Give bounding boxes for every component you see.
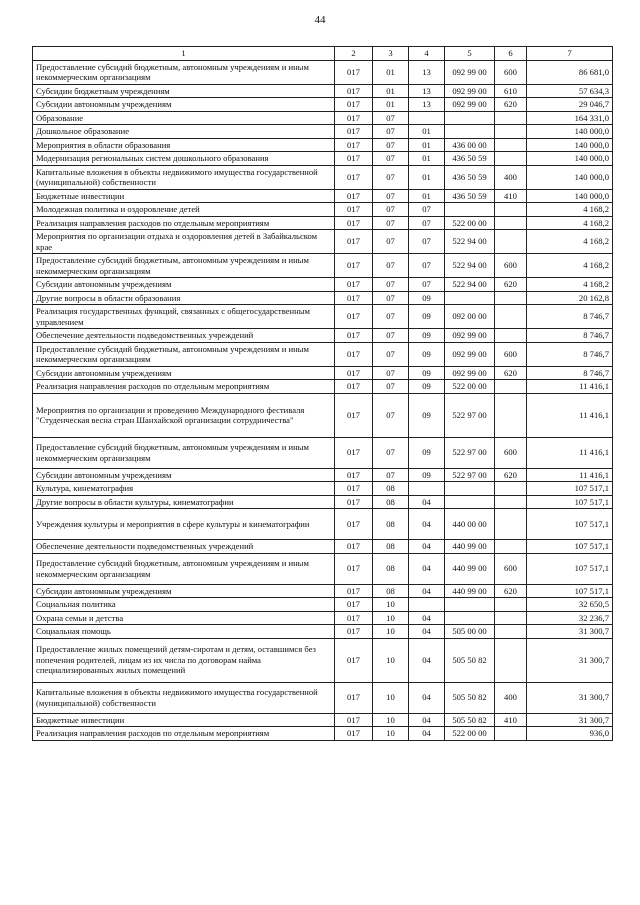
cell-subsection: 09 — [409, 305, 445, 329]
cell-amount: 32 650,5 — [527, 598, 613, 612]
table-row — [33, 111, 613, 125]
table-row — [33, 278, 613, 292]
cell-name: Реализация направления расходов по отдельным мероприятиям — [33, 380, 335, 394]
cell-section: 08 — [373, 584, 409, 598]
cell-expense-type — [495, 216, 527, 230]
cell-expense-type — [495, 291, 527, 305]
cell-target: 092 99 00 — [445, 329, 495, 343]
table-row — [33, 380, 613, 394]
cell-section: 10 — [373, 611, 409, 625]
cell-subsection: 09 — [409, 342, 445, 366]
cell-section: 07 — [373, 437, 409, 468]
cell-expense-type: 600 — [495, 254, 527, 278]
cell-amount: 31 300,7 — [527, 638, 613, 682]
table-row — [33, 165, 613, 189]
cell-subsection: 07 — [409, 216, 445, 230]
cell-target: 092 99 00 — [445, 60, 495, 84]
cell-target: 522 00 00 — [445, 727, 495, 741]
cell-subsection: 07 — [409, 203, 445, 217]
cell-amount: 57 634,3 — [527, 84, 613, 98]
table-row — [33, 509, 613, 540]
cell-amount: 140 000,0 — [527, 165, 613, 189]
table-row — [33, 291, 613, 305]
cell-subsection — [409, 111, 445, 125]
cell-subsection: 04 — [409, 682, 445, 713]
cell-expense-type — [495, 393, 527, 437]
cell-amount: 11 416,1 — [527, 437, 613, 468]
cell-expense-type — [495, 611, 527, 625]
cell-admin: 017 — [335, 189, 373, 203]
cell-target: 436 50 59 — [445, 165, 495, 189]
cell-amount: 31 300,7 — [527, 682, 613, 713]
cell-amount: 107 517,1 — [527, 540, 613, 554]
cell-target: 522 94 00 — [445, 254, 495, 278]
cell-name: Модернизация региональных систем дошкольного образования — [33, 152, 335, 166]
cell-admin: 017 — [335, 216, 373, 230]
cell-section: 07 — [373, 189, 409, 203]
table-row — [33, 230, 613, 254]
cell-admin: 017 — [335, 152, 373, 166]
cell-target: 505 50 82 — [445, 682, 495, 713]
table-row — [33, 437, 613, 468]
cell-target: 505 50 82 — [445, 638, 495, 682]
cell-amount: 107 517,1 — [527, 584, 613, 598]
cell-expense-type: 400 — [495, 165, 527, 189]
cell-section: 07 — [373, 216, 409, 230]
cell-name: Реализация направления расходов по отдельным мероприятиям — [33, 216, 335, 230]
cell-section: 01 — [373, 60, 409, 84]
cell-name: Субсидии автономным учреждениям — [33, 366, 335, 380]
cell-subsection — [409, 482, 445, 496]
cell-target: 522 97 00 — [445, 468, 495, 482]
header-col-5: 5 — [445, 47, 495, 61]
cell-subsection: 04 — [409, 509, 445, 540]
cell-name: Предоставление субсидий бюджетным, автономным учреждениям и иным некоммерческим организациям — [33, 254, 335, 278]
cell-subsection — [409, 598, 445, 612]
cell-target: 440 99 00 — [445, 584, 495, 598]
cell-amount: 107 517,1 — [527, 482, 613, 496]
cell-admin: 017 — [335, 138, 373, 152]
cell-name: Образование — [33, 111, 335, 125]
cell-name: Учреждения культуры и мероприятия в сфере культуры и кинематографии — [33, 509, 335, 540]
cell-section: 07 — [373, 254, 409, 278]
cell-admin: 017 — [335, 165, 373, 189]
cell-subsection: 13 — [409, 98, 445, 112]
cell-name: Другие вопросы в области образования — [33, 291, 335, 305]
cell-expense-type: 610 — [495, 84, 527, 98]
cell-amount: 4 168,2 — [527, 203, 613, 217]
cell-target: 092 99 00 — [445, 84, 495, 98]
table-row — [33, 216, 613, 230]
cell-subsection: 09 — [409, 329, 445, 343]
cell-admin: 017 — [335, 638, 373, 682]
cell-subsection: 07 — [409, 254, 445, 278]
cell-amount: 164 331,0 — [527, 111, 613, 125]
table-row — [33, 584, 613, 598]
cell-expense-type — [495, 482, 527, 496]
cell-amount: 11 416,1 — [527, 468, 613, 482]
cell-target: 440 99 00 — [445, 553, 495, 584]
cell-expense-type — [495, 125, 527, 139]
cell-admin: 017 — [335, 393, 373, 437]
table-row — [33, 138, 613, 152]
cell-admin: 017 — [335, 111, 373, 125]
cell-amount: 4 168,2 — [527, 254, 613, 278]
cell-name: Мероприятия в области образования — [33, 138, 335, 152]
cell-amount: 140 000,0 — [527, 189, 613, 203]
cell-target — [445, 598, 495, 612]
cell-subsection: 04 — [409, 495, 445, 509]
cell-subsection: 04 — [409, 727, 445, 741]
cell-name: Субсидии автономным учреждениям — [33, 584, 335, 598]
cell-subsection: 01 — [409, 138, 445, 152]
cell-section: 07 — [373, 138, 409, 152]
cell-admin: 017 — [335, 366, 373, 380]
cell-expense-type: 410 — [495, 713, 527, 727]
cell-expense-type — [495, 305, 527, 329]
cell-amount: 8 746,7 — [527, 342, 613, 366]
cell-section: 07 — [373, 203, 409, 217]
table-row — [33, 625, 613, 639]
cell-expense-type — [495, 203, 527, 217]
cell-admin: 017 — [335, 203, 373, 217]
cell-amount: 11 416,1 — [527, 393, 613, 437]
cell-subsection: 04 — [409, 638, 445, 682]
cell-section: 07 — [373, 111, 409, 125]
cell-admin: 017 — [335, 98, 373, 112]
cell-name: Бюджетные инвестиции — [33, 189, 335, 203]
cell-name: Молодежная политика и оздоровление детей — [33, 203, 335, 217]
cell-section: 07 — [373, 380, 409, 394]
cell-name: Предоставление субсидий бюджетным, автономным учреждениям и иным некоммерческим организациям — [33, 60, 335, 84]
cell-admin: 017 — [335, 468, 373, 482]
cell-section: 08 — [373, 482, 409, 496]
cell-subsection: 04 — [409, 540, 445, 554]
cell-admin: 017 — [335, 60, 373, 84]
cell-expense-type — [495, 230, 527, 254]
cell-amount: 29 046,7 — [527, 98, 613, 112]
cell-name: Бюджетные инвестиции — [33, 713, 335, 727]
cell-name: Предоставление субсидий бюджетным, автономным учреждениям и иным некоммерческим организациям — [33, 553, 335, 584]
table-row — [33, 598, 613, 612]
cell-amount: 107 517,1 — [527, 553, 613, 584]
cell-subsection: 09 — [409, 291, 445, 305]
cell-target — [445, 291, 495, 305]
cell-admin: 017 — [335, 495, 373, 509]
cell-admin: 017 — [335, 584, 373, 598]
cell-target: 092 99 00 — [445, 98, 495, 112]
cell-target — [445, 111, 495, 125]
header-col-2: 2 — [335, 47, 373, 61]
cell-amount: 4 168,2 — [527, 216, 613, 230]
cell-name: Субсидии автономным учреждениям — [33, 468, 335, 482]
header-col-4: 4 — [409, 47, 445, 61]
cell-target: 522 00 00 — [445, 380, 495, 394]
table-row — [33, 727, 613, 741]
cell-name: Мероприятия по организации отдыха и оздоровления детей в Забайкальском крае — [33, 230, 335, 254]
cell-admin: 017 — [335, 278, 373, 292]
table-row — [33, 305, 613, 329]
cell-target: 092 99 00 — [445, 342, 495, 366]
cell-amount: 86 681,0 — [527, 60, 613, 84]
cell-section: 07 — [373, 152, 409, 166]
cell-admin: 017 — [335, 84, 373, 98]
cell-expense-type: 620 — [495, 468, 527, 482]
cell-amount: 140 000,0 — [527, 152, 613, 166]
cell-section: 07 — [373, 329, 409, 343]
cell-name: Охрана семьи и детства — [33, 611, 335, 625]
cell-expense-type — [495, 495, 527, 509]
cell-name: Обеспечение деятельности подведомственных учреждений — [33, 540, 335, 554]
cell-subsection: 09 — [409, 380, 445, 394]
cell-target — [445, 482, 495, 496]
cell-expense-type: 620 — [495, 98, 527, 112]
cell-name: Субсидии бюджетным учреждениям — [33, 84, 335, 98]
cell-amount: 4 168,2 — [527, 230, 613, 254]
cell-expense-type: 410 — [495, 189, 527, 203]
table-row — [33, 254, 613, 278]
cell-expense-type — [495, 138, 527, 152]
cell-amount: 8 746,7 — [527, 305, 613, 329]
cell-section: 08 — [373, 540, 409, 554]
cell-subsection: 13 — [409, 84, 445, 98]
cell-subsection: 01 — [409, 165, 445, 189]
cell-expense-type: 600 — [495, 342, 527, 366]
cell-section: 07 — [373, 230, 409, 254]
table-body — [33, 60, 613, 740]
cell-subsection: 07 — [409, 278, 445, 292]
cell-subsection: 09 — [409, 366, 445, 380]
cell-name: Социальная политика — [33, 598, 335, 612]
cell-amount: 32 236,7 — [527, 611, 613, 625]
cell-amount: 8 746,7 — [527, 366, 613, 380]
table-header-row — [33, 47, 613, 61]
cell-expense-type — [495, 540, 527, 554]
cell-subsection: 04 — [409, 625, 445, 639]
cell-section: 07 — [373, 278, 409, 292]
cell-target: 436 00 00 — [445, 138, 495, 152]
cell-expense-type — [495, 111, 527, 125]
cell-admin: 017 — [335, 254, 373, 278]
cell-section: 07 — [373, 468, 409, 482]
table-row — [33, 468, 613, 482]
cell-expense-type — [495, 625, 527, 639]
cell-target — [445, 125, 495, 139]
table-row — [33, 611, 613, 625]
cell-target: 505 00 00 — [445, 625, 495, 639]
table-row — [33, 189, 613, 203]
cell-subsection: 04 — [409, 713, 445, 727]
table-row — [33, 393, 613, 437]
table-row — [33, 713, 613, 727]
cell-section: 08 — [373, 495, 409, 509]
cell-name: Капитальные вложения в объекты недвижимого имущества государственной (муниципальной) собственности — [33, 165, 335, 189]
table-row — [33, 329, 613, 343]
cell-subsection: 09 — [409, 437, 445, 468]
cell-expense-type: 600 — [495, 553, 527, 584]
table-row — [33, 482, 613, 496]
cell-expense-type: 600 — [495, 60, 527, 84]
cell-target: 505 50 82 — [445, 713, 495, 727]
cell-section: 07 — [373, 125, 409, 139]
cell-section: 10 — [373, 625, 409, 639]
cell-admin: 017 — [335, 329, 373, 343]
cell-expense-type: 620 — [495, 366, 527, 380]
cell-name: Реализация государственных функций, связанных с общегосударственным управлением — [33, 305, 335, 329]
cell-target — [445, 203, 495, 217]
cell-admin: 017 — [335, 682, 373, 713]
cell-admin: 017 — [335, 611, 373, 625]
cell-amount: 107 517,1 — [527, 509, 613, 540]
cell-subsection: 09 — [409, 468, 445, 482]
cell-expense-type: 600 — [495, 437, 527, 468]
cell-section: 10 — [373, 598, 409, 612]
cell-amount: 31 300,7 — [527, 713, 613, 727]
cell-expense-type: 620 — [495, 584, 527, 598]
cell-name: Предоставление жилых помещений детям-сиротам и детям, оставшимся без попечения родителей, лицам из их числа по договорам найма специализированных жилых помещений — [33, 638, 335, 682]
cell-section: 01 — [373, 84, 409, 98]
cell-target: 522 94 00 — [445, 278, 495, 292]
header-col-7: 7 — [527, 47, 613, 61]
header-col-3: 3 — [373, 47, 409, 61]
cell-expense-type — [495, 598, 527, 612]
cell-name: Обеспечение деятельности подведомственных учреждений — [33, 329, 335, 343]
cell-amount: 140 000,0 — [527, 125, 613, 139]
cell-section: 07 — [373, 366, 409, 380]
cell-admin: 017 — [335, 291, 373, 305]
cell-target — [445, 495, 495, 509]
cell-expense-type — [495, 152, 527, 166]
table-row — [33, 60, 613, 84]
cell-subsection: 04 — [409, 611, 445, 625]
cell-expense-type: 620 — [495, 278, 527, 292]
cell-admin: 017 — [335, 482, 373, 496]
cell-admin: 017 — [335, 305, 373, 329]
table-row — [33, 638, 613, 682]
cell-target — [445, 611, 495, 625]
cell-expense-type — [495, 509, 527, 540]
cell-section: 01 — [373, 98, 409, 112]
table-row — [33, 98, 613, 112]
cell-subsection: 13 — [409, 60, 445, 84]
table-row — [33, 495, 613, 509]
cell-section: 08 — [373, 553, 409, 584]
cell-name: Реализация направления расходов по отдельным мероприятиям — [33, 727, 335, 741]
cell-target: 092 00 00 — [445, 305, 495, 329]
cell-amount: 20 162,8 — [527, 291, 613, 305]
cell-amount: 11 416,1 — [527, 380, 613, 394]
cell-admin: 017 — [335, 230, 373, 254]
cell-expense-type — [495, 727, 527, 741]
cell-name: Капитальные вложения в объекты недвижимого имущества государственной (муниципальной) собственности — [33, 682, 335, 713]
cell-target: 436 50 59 — [445, 189, 495, 203]
cell-amount: 936,0 — [527, 727, 613, 741]
cell-name: Предоставление субсидий бюджетным, автономным учреждениям и иным некоммерческим организациям — [33, 437, 335, 468]
cell-expense-type — [495, 380, 527, 394]
cell-target: 440 00 00 — [445, 509, 495, 540]
cell-name: Мероприятия по организации и проведению Международного фестиваля "Студенческая весна стран Шанхайской организации сотрудничества" — [33, 393, 335, 437]
cell-target: 522 97 00 — [445, 393, 495, 437]
table-row — [33, 203, 613, 217]
budget-table — [32, 46, 613, 741]
table-row — [33, 553, 613, 584]
cell-name: Другие вопросы в области культуры, кинематографии — [33, 495, 335, 509]
cell-admin: 017 — [335, 342, 373, 366]
cell-admin: 017 — [335, 540, 373, 554]
cell-admin: 017 — [335, 125, 373, 139]
cell-subsection: 04 — [409, 584, 445, 598]
cell-section: 07 — [373, 393, 409, 437]
cell-target: 436 50 59 — [445, 152, 495, 166]
cell-name: Предоставление субсидий бюджетным, автономным учреждениям и иным некоммерческим организациям — [33, 342, 335, 366]
table-row — [33, 342, 613, 366]
cell-target: 522 00 00 — [445, 216, 495, 230]
cell-admin: 017 — [335, 598, 373, 612]
cell-target: 522 94 00 — [445, 230, 495, 254]
cell-subsection: 07 — [409, 230, 445, 254]
cell-expense-type: 400 — [495, 682, 527, 713]
cell-name: Дошкольное образование — [33, 125, 335, 139]
cell-section: 10 — [373, 727, 409, 741]
header-col-1: 1 — [33, 47, 335, 61]
cell-admin: 017 — [335, 625, 373, 639]
cell-name: Социальная помощь — [33, 625, 335, 639]
cell-subsection: 09 — [409, 393, 445, 437]
table-row — [33, 152, 613, 166]
cell-amount: 107 517,1 — [527, 495, 613, 509]
table-row — [33, 84, 613, 98]
cell-section: 07 — [373, 165, 409, 189]
table-row — [33, 540, 613, 554]
cell-name: Культура, кинематография — [33, 482, 335, 496]
cell-section: 07 — [373, 305, 409, 329]
cell-amount: 4 168,2 — [527, 278, 613, 292]
cell-admin: 017 — [335, 509, 373, 540]
cell-admin: 017 — [335, 727, 373, 741]
cell-section: 10 — [373, 713, 409, 727]
cell-section: 10 — [373, 638, 409, 682]
cell-subsection: 01 — [409, 125, 445, 139]
table-row — [33, 366, 613, 380]
cell-section: 10 — [373, 682, 409, 713]
cell-admin: 017 — [335, 713, 373, 727]
cell-target: 522 97 00 — [445, 437, 495, 468]
cell-section: 07 — [373, 291, 409, 305]
table-row — [33, 682, 613, 713]
cell-amount: 8 746,7 — [527, 329, 613, 343]
cell-admin: 017 — [335, 553, 373, 584]
page-number: 44 — [314, 14, 326, 26]
cell-target: 092 99 00 — [445, 366, 495, 380]
cell-name: Субсидии автономным учреждениям — [33, 98, 335, 112]
cell-subsection: 01 — [409, 189, 445, 203]
cell-subsection: 04 — [409, 553, 445, 584]
cell-amount: 140 000,0 — [527, 138, 613, 152]
table-row — [33, 125, 613, 139]
cell-name: Субсидии автономным учреждениям — [33, 278, 335, 292]
cell-target: 440 99 00 — [445, 540, 495, 554]
cell-subsection: 01 — [409, 152, 445, 166]
cell-section: 08 — [373, 509, 409, 540]
cell-expense-type — [495, 638, 527, 682]
cell-admin: 017 — [335, 437, 373, 468]
header-col-6: 6 — [495, 47, 527, 61]
cell-section: 07 — [373, 342, 409, 366]
cell-expense-type — [495, 329, 527, 343]
cell-admin: 017 — [335, 380, 373, 394]
cell-amount: 31 300,7 — [527, 625, 613, 639]
